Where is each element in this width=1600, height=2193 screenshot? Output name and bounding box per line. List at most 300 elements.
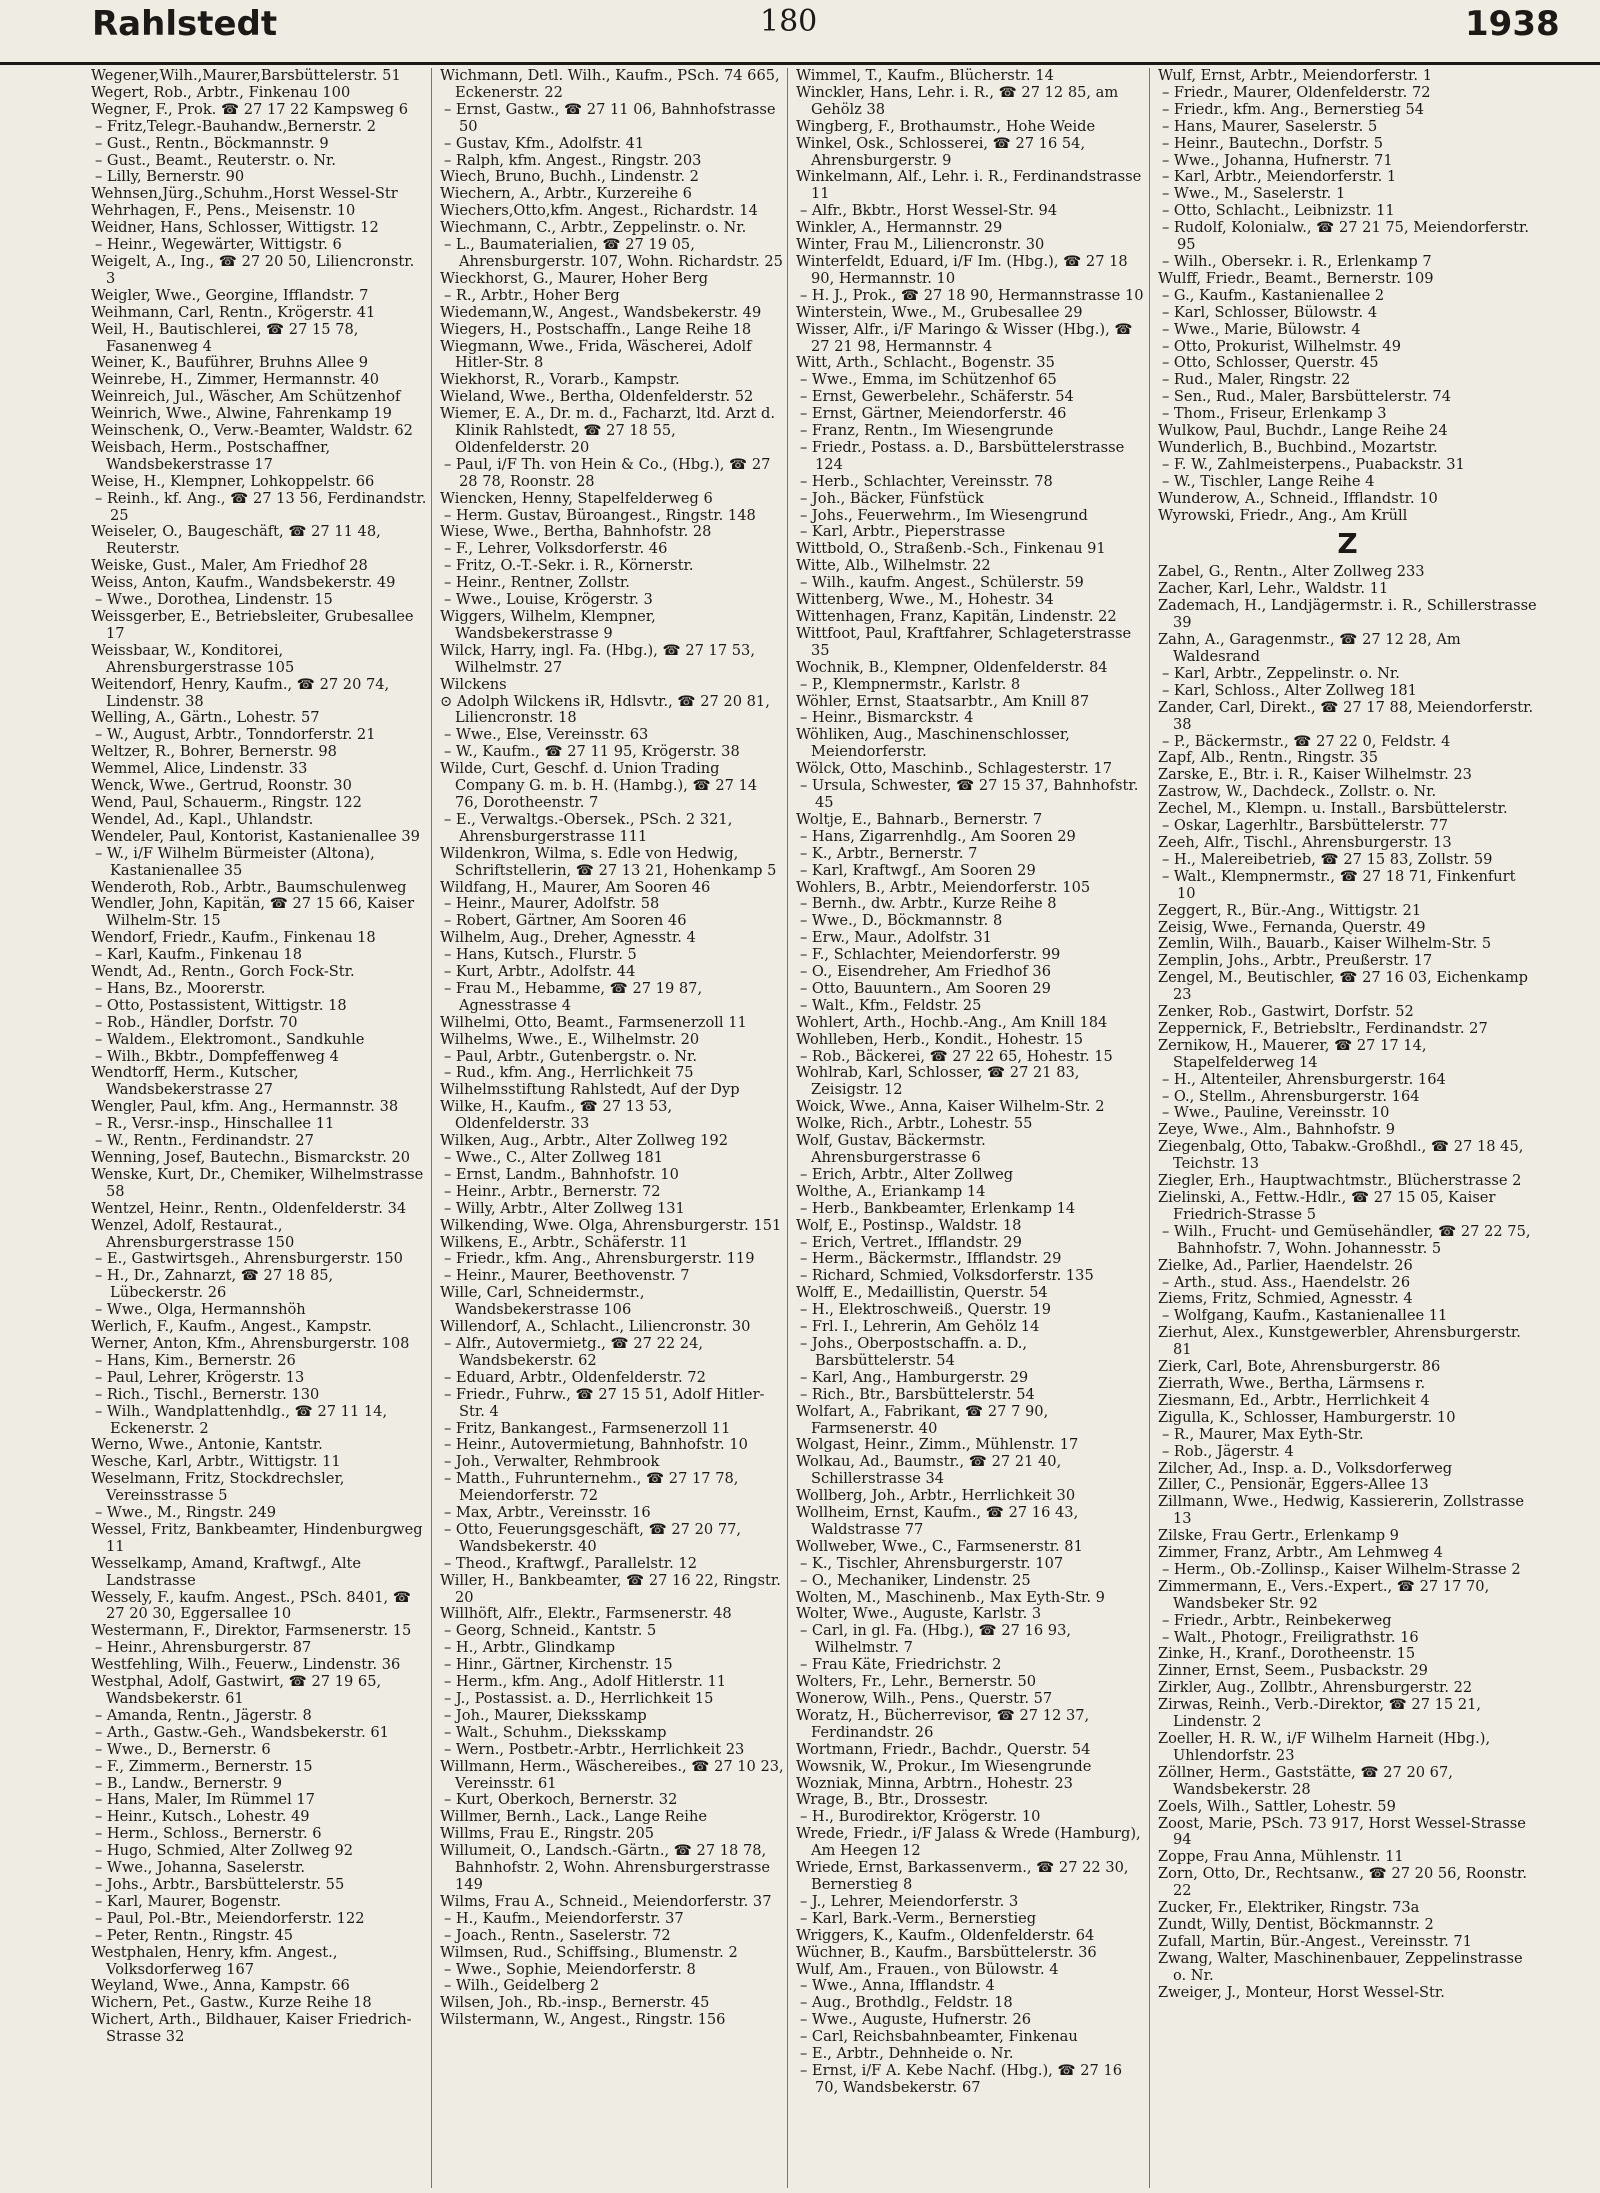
directory-entry: – Wwe., D., Böckmannstr. 8 [800, 912, 1003, 930]
directory-entry: Willmer, Bernh., Lack., Lange Reihe [440, 1808, 707, 1826]
directory-entry: Wiegers, H., Postschaffn., Lange Reihe 18 [440, 320, 752, 338]
directory-entry: – Karl, Arbtr., Pieperstrasse [800, 523, 1006, 541]
column-4 [1155, 68, 1540, 2188]
directory-entry: Wilde, Curt, Geschf. d. Union Trading Company G. m. b. H. (Hambg.), ☎ 27 14 76, Dorotheenstr. 7 [440, 760, 758, 811]
directory-entry: Weinreich, Jul., Wäscher, Am Schützenhof [91, 388, 401, 406]
directory-entry: Zemlin, Wilh., Bauarb., Kaiser Wilhelm-Str. 5 [1158, 935, 1492, 953]
directory-entry: Ziems, Fritz, Schmied, Agnesstr. 4 [1158, 1290, 1413, 1308]
directory-entry: Zimmer, Franz, Arbtr., Am Lehmweg 4 [1158, 1544, 1443, 1562]
directory-entry: – Wwe., M., Saselerstr. 1 [1162, 185, 1346, 203]
directory-entry: Weihmann, Carl, Rentn., Krögerstr. 41 [91, 303, 376, 321]
directory-entry: – Herm., Ob.-Zollinsp., Kaiser Wilhelm-Strasse 2 [1162, 1560, 1521, 1578]
directory-entry: Wieland, Wwe., Bertha, Oldenfelderstr. 52 [440, 388, 754, 406]
directory-entry: – Wwe., Else, Vereinsstr. 63 [444, 726, 649, 744]
directory-entry: – Rud., Maler, Ringstr. 22 [1162, 371, 1351, 389]
directory-entry: Westphalen, Henry, kfm. Angest., Volksdorferweg 167 [91, 1943, 338, 1978]
directory-entry: – Wwe., Pauline, Vereinsstr. 10 [1162, 1104, 1390, 1122]
directory-entry: – Ursula, Schwester, ☎ 27 15 37, Bahnhofstr. 45 [800, 777, 1139, 811]
directory-entry: – J., Lehrer, Meiendorferstr. 3 [800, 1892, 1019, 1910]
directory-entry: – Wwe., Louise, Krögerstr. 3 [444, 591, 653, 609]
directory-entry: – Lilly, Bernerstr. 90 [95, 168, 245, 186]
directory-entry: Westfehling, Wilh., Feuerw., Lindenstr. 36 [91, 1656, 401, 1674]
directory-entry: – Heinr., Maurer, Beethovenstr. 7 [444, 1267, 690, 1285]
directory-entry: – Robert, Gärtner, Am Sooren 46 [444, 912, 687, 930]
directory-entry: – Heinr., Ahrensburgerstr. 87 [95, 1639, 312, 1657]
directory-entry: Wilkens, E., Arbtr., Schäferstr. 11 [440, 1233, 689, 1251]
directory-entry: – Wwe., M., Ringstr. 249 [95, 1504, 277, 1522]
directory-entry: Zierhut, Alex., Kunstgewerbler, Ahrensburgerstr. 81 [1158, 1324, 1521, 1359]
directory-entry: – Joh., Verwalter, Rehmbrook [444, 1453, 660, 1471]
directory-entry: – Hans, Bz., Moorerstr. [95, 979, 266, 997]
directory-entry: – F., Schlachter, Meiendorferstr. 99 [800, 946, 1061, 964]
directory-entry: – Friedr., Postass. a. D., Barsbüttelerstrasse 124 [800, 438, 1125, 473]
directory-entry: Wingberg, F., Brothaumstr., Hohe Weide [796, 117, 1096, 135]
directory-entry: Wohlert, Arth., Hochb.-Ang., Am Knill 184 [796, 1013, 1108, 1031]
directory-entry: Winkel, Osk., Schlosserei, ☎ 27 16 54, Ahrensburgerstr. 9 [796, 134, 1086, 169]
directory-entry: – Joach., Rentn., Saselerstr. 72 [444, 1926, 671, 1944]
directory-entry: Zielinski, A., Fettw.-Hdlr., ☎ 27 15 05, Kaiser Friedrich-Strasse 5 [1158, 1189, 1496, 1223]
directory-entry: – Johs., Arbtr., Barsbüttelerstr. 55 [95, 1875, 345, 1893]
directory-entry: – Wern., Postbetr.-Arbtr., Herrlichkeit 23 [444, 1740, 745, 1758]
directory-entry: Wortmann, Friedr., Bachdr., Querstr. 54 [796, 1740, 1091, 1758]
directory-entry: – Walt., Photogr., Freiligrathstr. 16 [1162, 1628, 1419, 1646]
directory-entry: Weisbach, Herm., Postschaffner, Wandsbekerstrasse 17 [91, 438, 331, 473]
directory-entry: Zigulla, K., Schlosser, Hamburgerstr. 10 [1158, 1408, 1456, 1426]
directory-entry: – P., Bäckermstr., ☎ 27 22 0, Feldstr. 4 [1162, 732, 1451, 750]
directory-entry: – Aug., Brothdlg., Feldstr. 18 [800, 1994, 1013, 2012]
directory-entry: – W., i/F Wilhelm Bürmeister (Altona), Kastanienallee 35 [95, 844, 375, 879]
directory-entry: Wolf, Gustav, Bäckermstr. Ahrensburgerstrasse 6 [796, 1132, 986, 1166]
directory-entry: Wyrowski, Friedr., Ang., Am Krüll [1158, 506, 1408, 524]
directory-entry: Werlich, F., Kaufm., Angest., Kampstr. [91, 1318, 372, 1336]
directory-entry: – O., Stellm., Ahrensburgerstr. 164 [1162, 1087, 1420, 1105]
directory-entry: – Amanda, Rentn., Jägerstr. 8 [95, 1706, 312, 1724]
directory-entry: – Herb., Schlachter, Vereinsstr. 78 [800, 472, 1053, 490]
directory-entry: Zastrow, W., Dachdeck., Zollstr. o. Nr. [1158, 783, 1437, 801]
directory-entry: – Heinr., Bismarckstr. 4 [800, 709, 974, 727]
directory-entry: – Heinr., Wegewärter, Wittigstr. 6 [95, 236, 342, 254]
directory-entry: Weigler, Wwe., Georgine, Ifflandstr. 7 [91, 286, 369, 304]
directory-entry: Wenzel, Adolf, Restaurat., Ahrensburgerstrasse 150 [91, 1216, 295, 1251]
directory-entry: Wowsnik, W., Prokur., Im Wiesengrunde [796, 1757, 1092, 1775]
directory-entry: Werner, Anton, Kfm., Ahrensburgerstr. 108 [91, 1334, 410, 1352]
directory-entry: – Alfr., Bkbtr., Horst Wessel-Str. 94 [800, 202, 1058, 220]
directory-entry: – Paul, i/F Th. von Hein & Co., (Hbg.), ☎ 27 28 78, Roonstr. 28 [444, 455, 771, 490]
directory-entry: Wehnsen,Jürg.,Schuhm.,Horst Wessel-Str [91, 185, 398, 203]
directory-entry: – Theod., Kraftwgf., Parallelstr. 12 [444, 1554, 697, 1572]
directory-entry: – E., Gastwirtsgeh., Ahrensburgerstr. 150 [95, 1250, 403, 1268]
directory-entry: – Matth., Fuhrunternehm., ☎ 27 17 78, Meiendorferstr. 72 [444, 1470, 739, 1505]
directory-entry: – B., Landw., Bernerstr. 9 [95, 1774, 283, 1792]
directory-entry: – Peter, Rentn., Ringstr. 45 [95, 1926, 294, 1944]
directory-entry: Wille, Carl, Schneidermstr., Wandsbekerstrasse 106 [440, 1284, 645, 1319]
directory-entry: Willendorf, A., Schlacht., Liliencronstr. 30 [440, 1318, 751, 1336]
directory-entry: Wilmsen, Rud., Schiffsing., Blumenstr. 2 [440, 1943, 738, 1961]
directory-entry: Wiech, Bruno, Buchh., Lindenstr. 2 [440, 168, 699, 186]
directory-entry: – Wwe., Dorothea, Lindenstr. 15 [95, 591, 333, 609]
directory-entry: Wriede, Ernst, Barkassenverm., ☎ 27 22 30, Bernerstieg 8 [796, 1859, 1129, 1893]
directory-entry: – Otto, Schlosser, Querstr. 45 [1162, 354, 1379, 372]
directory-entry: Zacher, Karl, Lehr., Waldstr. 11 [1158, 580, 1389, 598]
directory-entry: Zeppernick, F., Betriebsltr., Ferdinandstr. 27 [1158, 1019, 1488, 1037]
directory-entry: Weise, H., Klempner, Lohkoppelstr. 66 [91, 472, 375, 490]
directory-entry: – W., Rentn., Ferdinandstr. 27 [95, 1132, 314, 1150]
directory-entry: Zarske, E., Btr. i. R., Kaiser Wilhelmstr. 23 [1158, 766, 1472, 784]
directory-entry: Winter, Frau M., Liliencronstr. 30 [796, 236, 1045, 254]
directory-entry: Wunderow, A., Schneid., Ifflandstr. 10 [1158, 489, 1438, 507]
directory-entry: Zemplin, Johs., Arbtr., Preußerstr. 17 [1158, 952, 1433, 970]
directory-entry: Wochnik, B., Klempner, Oldenfelderstr. 84 [796, 658, 1108, 676]
directory-entry: – Hinr., Gärtner, Kirchenstr. 15 [444, 1656, 673, 1674]
directory-entry: Zoeller, H. R. W., i/F Wilhelm Harneit (Hbg.), Uhlendorfstr. 23 [1158, 1730, 1491, 1764]
directory-entry: Wilhelmi, Otto, Beamt., Farmsenerzoll 11 [440, 1013, 747, 1031]
directory-entry: Zirkler, Aug., Zollbtr., Ahrensburgerstr. 22 [1158, 1679, 1473, 1697]
directory-entry: Wegert, Rob., Arbtr., Finkenau 100 [91, 83, 351, 101]
directory-entry: Wentzel, Heinr., Rentn., Oldenfelderstr. 34 [91, 1199, 407, 1217]
directory-entry: Wilken, Aug., Arbtr., Alter Zollweg 192 [440, 1132, 728, 1150]
directory-entry: Wittenberg, Wwe., M., Hohestr. 34 [796, 591, 1054, 609]
directory-entry: Wenderoth, Rob., Arbtr., Baumschulenweg [91, 878, 407, 896]
directory-entry: Weitendorf, Henry, Kaufm., ☎ 27 20 74, Lindenstr. 38 [91, 675, 390, 710]
directory-entry: Witt, Arth., Schlacht., Bogenstr. 35 [796, 354, 1055, 372]
year-label: 1938 [1465, 4, 1560, 44]
directory-entry: Weselmann, Fritz, Stockdrechsler, Vereinsstrasse 5 [91, 1470, 345, 1505]
directory-entry: – Wilh., Wandplattenhdlg., ☎ 27 11 14, Eckenerstr. 2 [95, 1402, 388, 1437]
directory-entry: – R., Arbtr., Hoher Berg [444, 286, 620, 304]
directory-entry: Wendel, Ad., Kapl., Uhlandstr. [91, 810, 314, 828]
directory-entry: – L., Baumaterialien, ☎ 27 19 05, Ahrensburgerstr. 107, Wohn. Richardstr. 25 [444, 236, 783, 270]
directory-entry: Woratz, H., Bücherrevisor, ☎ 27 12 37, Ferdinandstr. 26 [796, 1706, 1090, 1741]
directory-entry: Wegener,Wilh.,Maurer,Barsbüttelerstr. 51 [91, 68, 401, 84]
directory-entry: – H., Kaufm., Meiendorferstr. 37 [444, 1909, 684, 1927]
directory-entry: – Kurt, Oberkoch, Bernerstr. 32 [444, 1791, 678, 1809]
directory-entry: Wilhelm, Aug., Dreher, Agnesstr. 4 [440, 929, 696, 947]
directory-entry: – Reinh., kf. Ang., ☎ 27 13 56, Ferdinandstr. 25 [95, 489, 427, 524]
directory-entry: Wrede, Friedr., i/F Jalass & Wrede (Hamburg), Am Heegen 12 [796, 1825, 1141, 1860]
directory-entry: – Frau Käte, Friedrichstr. 2 [800, 1656, 1002, 1674]
directory-entry: – Carl, Reichsbahnbeamter, Finkenau [800, 2028, 1078, 2046]
directory-entry: Weidner, Hans, Schlosser, Wittigstr. 12 [91, 219, 379, 237]
directory-entry: Westermann, F., Direktor, Farmsenerstr. 15 [91, 1622, 412, 1640]
directory-entry: – Karl, Kaufm., Finkenau 18 [95, 946, 302, 964]
directory-entry: Wulf, Am., Frauen., von Bülowstr. 4 [796, 1960, 1059, 1978]
directory-entry: Wonerow, Wilh., Pens., Querstr. 57 [796, 1690, 1053, 1707]
directory-entry: – Ralph, kfm. Angest., Ringstr. 203 [444, 151, 702, 169]
directory-entry: – Herm., Schloss., Bernerstr. 6 [95, 1825, 322, 1843]
directory-entry: – Otto, Postassistent, Wittigstr. 18 [95, 996, 347, 1014]
directory-entry: – Waldem., Elektromont., Sandkuhle [95, 1030, 365, 1048]
directory-entry: – Hans, Kutsch., Flurstr. 5 [444, 946, 637, 964]
directory-entry: – F., Zimmerm., Bernerstr. 15 [95, 1757, 313, 1775]
directory-entry: Zufall, Martin, Bür.-Angest., Vereinsstr. 71 [1158, 1932, 1472, 1950]
directory-entry: – Wwe., Johanna, Saselerstr. [95, 1859, 305, 1877]
directory-entry: – Wwe., Anna, Ifflandstr. 4 [800, 1977, 995, 1995]
directory-entry: Wolgast, Heinr., Zimm., Mühlenstr. 17 [796, 1436, 1079, 1454]
directory-entry: Zengel, M., Beutischler, ☎ 27 16 03, Eichenkamp 23 [1158, 969, 1529, 1004]
directory-entry: Zilcher, Ad., Insp. a. D., Volksdorferweg [1158, 1459, 1453, 1477]
directory-entry: – Ernst, Gärtner, Meiendorferstr. 46 [800, 405, 1067, 423]
directory-entry: Welling, A., Gärtn., Lohestr. 57 [91, 709, 320, 727]
directory-entry: Wiechers,Otto,kfm. Angest., Richardstr. 14 [440, 202, 758, 220]
directory-entry: – Wwe., D., Bernerstr. 6 [95, 1740, 271, 1758]
directory-entry: Wesche, Karl, Arbtr., Wittigstr. 11 [91, 1453, 341, 1471]
directory-entry: – Herb., Bankbeamter, Erlenkamp 14 [800, 1199, 1076, 1217]
directory-entry: – Walt., Kfm., Feldstr. 25 [800, 996, 982, 1014]
district-title: Rahlstedt [92, 4, 278, 44]
directory-entry: Wolten, M., Maschinenb., Max Eyth-Str. 9 [796, 1588, 1105, 1606]
directory-entry: Wolke, Rich., Arbtr., Lohestr. 55 [796, 1115, 1033, 1133]
directory-entry: Weissbaar, W., Konditorei, Ahrensburgerstrasse 105 [91, 641, 295, 676]
directory-entry: – Paul, Arbtr., Gutenbergstr. o. Nr. [444, 1047, 698, 1065]
directory-entry: Wöhliken, Aug., Maschinenschlosser, Meiendorferstr. [796, 726, 1070, 761]
directory-entry: Wohlers, B., Arbtr., Meiendorferstr. 105 [796, 878, 1091, 896]
directory-entry: – Heinr., Maurer, Adolfstr. 58 [444, 895, 660, 913]
directory-entry: Zierk, Carl, Bote, Ahrensburgerstr. 86 [1158, 1358, 1441, 1376]
directory-entry: Wulff, Friedr., Beamt., Bernerstr. 109 [1158, 269, 1434, 287]
directory-entry: Zeisig, Wwe., Fernanda, Querstr. 49 [1158, 918, 1426, 936]
directory-entry: Wollheim, Ernst, Kaufm., ☎ 27 16 43, Waldstrasse 77 [796, 1504, 1079, 1538]
directory-entry: Zenker, Rob., Gastwirt, Dorfstr. 52 [1158, 1003, 1414, 1021]
directory-entry: Weissgerber, E., Betriebsleiter, Grubesallee 17 [91, 608, 414, 642]
directory-entry: Zander, Carl, Direkt., ☎ 27 17 88, Meiendorferstr. 38 [1158, 698, 1534, 733]
directory-entry: Wendeler, Paul, Kontorist, Kastanienallee 39 [91, 827, 420, 845]
directory-entry: Wilsen, Joh., Rb.-insp., Bernerstr. 45 [440, 1994, 710, 2012]
directory-entry: – Gust., Beamt., Reuterstr. o. Nr. [95, 151, 337, 169]
directory-entry: Wulkow, Paul, Buchdr., Lange Reihe 24 [1158, 422, 1448, 440]
directory-entry: – Heinr., Arbtr., Bernerstr. 72 [444, 1182, 661, 1200]
directory-entry: – Paul, Lehrer, Krögerstr. 13 [95, 1368, 305, 1386]
directory-entry: – K., Arbtr., Bernerstr. 7 [800, 844, 978, 862]
directory-entry: Zundt, Willy, Dentist, Böckmannstr. 2 [1158, 1915, 1434, 1933]
page-header [0, 0, 1600, 65]
column-2 [437, 68, 788, 2188]
directory-entry: Wendorf, Friedr., Kaufm., Finkenau 18 [91, 929, 376, 947]
directory-entry: Zirwas, Reinh., Verb.-Direktor, ☎ 27 15 21, Lindenstr. 2 [1158, 1696, 1482, 1731]
directory-entry: – Hans, Zigarrenhdlg., Am Sooren 29 [800, 827, 1076, 845]
directory-entry: – Wilh., Bkbtr., Dompfeffenweg 4 [95, 1047, 339, 1065]
directory-entry: Zierrath, Wwe., Bertha, Lärmsens r. [1158, 1374, 1426, 1392]
directory-entry: Wittfoot, Paul, Kraftfahrer, Schlageterstrasse 35 [796, 624, 1132, 659]
directory-entry: Wegner, F., Prok. ☎ 27 17 22 Kampsweg 6 [91, 100, 409, 118]
directory-entry: Wenske, Kurt, Dr., Chemiker, Wilhelmstrasse 58 [91, 1165, 424, 1200]
directory-entry: Wriggers, K., Kaufm., Oldenfelderstr. 64 [796, 1926, 1095, 1944]
directory-entry: – Hans, Maurer, Saselerstr. 5 [1162, 117, 1378, 135]
directory-entry: Woick, Wwe., Anna, Kaiser Wilhelm-Str. 2 [796, 1098, 1105, 1116]
directory-entry: Zechel, M., Klempn. u. Install., Barsbüttelerstr. [1158, 800, 1508, 818]
directory-entry: – Rob., Händler, Dorfstr. 70 [95, 1013, 298, 1031]
directory-entry: Wohlleben, Herb., Kondit., Hohestr. 15 [796, 1030, 1084, 1048]
directory-entry: Wessely, F., kaufm. Angest., PSch. 8401, ☎ 27 20 30, Eggersallee 10 [91, 1588, 411, 1623]
directory-entry: – W., Kaufm., ☎ 27 11 95, Krögerstr. 38 [444, 743, 740, 761]
directory-entry: Wohlrab, Karl, Schlosser, ☎ 27 21 83, Zeisigstr. 12 [796, 1064, 1080, 1099]
directory-entry: Wessel, Fritz, Bankbeamter, Hindenburgweg 11 [91, 1520, 423, 1555]
directory-entry: Wrage, B., Btr., Drossestr. [796, 1791, 989, 1809]
directory-entry: – H., Dr., Zahnarzt, ☎ 27 18 85, Lübeckerstr. 26 [95, 1267, 334, 1302]
directory-entry: – Eduard, Arbtr., Oldenfelderstr. 72 [444, 1368, 706, 1386]
directory-entry: Winterstein, Wwe., M., Grubesallee 29 [796, 303, 1083, 321]
directory-entry: Weinrich, Wwe., Alwine, Fahrenkamp 19 [91, 405, 392, 423]
directory-entry: – Hugo, Schmied, Alter Zollweg 92 [95, 1842, 354, 1860]
directory-entry: Wieckhorst, G., Maurer, Hoher Berg [440, 269, 709, 287]
directory-entry: Wüchner, B., Kaufm., Barsbüttelerstr. 36 [796, 1943, 1097, 1961]
directory-entry: – Otto, Schlacht., Leibnizstr. 11 [1162, 202, 1395, 220]
directory-entry: – Wilh., Geidelberg 2 [444, 1977, 600, 1995]
directory-entry: Wöhler, Ernst, Staatsarbtr., Am Knill 87 [796, 692, 1090, 710]
directory-entry: Zillmann, Wwe., Hedwig, Kassiererin, Zollstrasse 13 [1158, 1493, 1525, 1528]
directory-entry: Wenck, Wwe., Gertrud, Roonstr. 30 [91, 777, 352, 795]
directory-entry: – W., Tischler, Lange Reihe 4 [1162, 472, 1375, 490]
column-3 [793, 68, 1150, 2188]
directory-entry: Wolthe, A., Eriankamp 14 [796, 1182, 986, 1200]
directory-entry: – R., Versr.-insp., Hinschallee 11 [95, 1115, 335, 1133]
directory-entry: Winterfeldt, Eduard, i/F Im. (Hbg.), ☎ 27 18 90, Hermannstr. 10 [796, 252, 1128, 287]
directory-entry: Wiedemann,W., Angest., Wandsbekerstr. 49 [440, 303, 762, 321]
directory-entry: Witte, Alb., Wilhelmstr. 22 [796, 557, 991, 575]
directory-entry: – W., August, Arbtr., Tonndorferstr. 21 [95, 726, 376, 744]
directory-entry: – Alfr., Autovermietg., ☎ 27 22 24, Wandsbekerstr. 62 [444, 1334, 703, 1369]
directory-entry: – Heinr., Bautechn., Dorfstr. 5 [1162, 134, 1384, 152]
directory-entry: Weiss, Anton, Kaufm., Wandsbekerstr. 49 [91, 574, 396, 592]
directory-entry: Wilckens [440, 675, 507, 693]
directory-entry: Zöllner, Herm., Gaststätte, ☎ 27 20 67, Wandsbekerstr. 28 [1158, 1763, 1453, 1798]
directory-entry: – Ernst, i/F A. Kebe Nachf. (Hbg.), ☎ 27 16 70, Wandsbekerstr. 67 [800, 2061, 1123, 2096]
directory-entry: – Kurt, Arbtr., Adolfstr. 44 [444, 963, 636, 981]
directory-entry: – Heinr., Kutsch., Lohestr. 49 [95, 1808, 310, 1826]
directory-entry: Weinrebe, H., Zimmer, Hermannstr. 40 [91, 371, 380, 389]
directory-entry: – Erich, Arbtr., Alter Zollweg [800, 1165, 1014, 1183]
column-1 [88, 68, 432, 2188]
directory-entry: Wolter, Wwe., Auguste, Karlstr. 3 [796, 1605, 1042, 1623]
directory-entry: – J., Postassist. a. D., Herrlichkeit 15 [444, 1690, 714, 1707]
directory-entry: Wollweber, Wwe., C., Farmsenerstr. 81 [796, 1537, 1083, 1555]
directory-entry: – Gust., Rentn., Böckmannstr. 9 [95, 134, 329, 152]
directory-entry: – Erich, Vertret., Ifflandstr. 29 [800, 1233, 1022, 1251]
directory-entry: – Karl, Bark.-Verm., Bernerstieg [800, 1909, 1037, 1927]
directory-entry: Zahn, A., Garagenmstr., ☎ 27 12 28, Am Waldesrand [1158, 631, 1461, 665]
directory-entry: Werno, Wwe., Antonie, Kantstr. [91, 1436, 323, 1454]
directory-entry: Wemmel, Alice, Lindenstr. 33 [91, 760, 308, 778]
directory-entry: – Hans, Kim., Bernerstr. 26 [95, 1351, 296, 1369]
directory-entry: – Herm. Gustav, Büroangest., Ringstr. 148 [444, 506, 756, 524]
directory-entry: Wolff, E., Medaillistin, Querstr. 54 [796, 1284, 1048, 1302]
directory-entry: Wilms, Frau A., Schneid., Meiendorferstr. 37 [440, 1892, 772, 1910]
directory-entry: Wichmann, Detl. Wilh., Kaufm., PSch. 74 665, Eckenerstr. 22 [440, 68, 780, 101]
directory-entry: – Fritz, O.-T.-Sekr. i. R., Körnerstr. [444, 557, 694, 575]
directory-entry: Zademach, H., Landjägermstr. i. R., Schillerstrasse 39 [1158, 597, 1537, 632]
directory-entry: Ziesmann, Ed., Arbtr., Herrlichkeit 4 [1158, 1391, 1430, 1409]
directory-entry: – Frau M., Hebamme, ☎ 27 19 87, Agnesstrasse 4 [444, 979, 703, 1014]
directory-entry: Willmann, Herm., Wäschereibes., ☎ 27 10 23, Vereinsstr. 61 [440, 1757, 784, 1792]
directory-entry: – Georg, Schneid., Kantstr. 5 [444, 1622, 657, 1640]
directory-entry: – E., Verwaltgs.-Obersek., PSch. 2 321, Ahrensburgerstrasse 111 [444, 810, 733, 845]
directory-entry: Zeeh, Alfr., Tischl., Ahrensburgerstr. 13 [1158, 833, 1452, 851]
directory-entry: – H., Elektroschweiß., Querstr. 19 [800, 1301, 1052, 1319]
directory-entry: Weil, H., Bautischlerei, ☎ 27 15 78, Fasanenweg 4 [91, 320, 359, 355]
directory-entry: Zoppe, Frau Anna, Mühlenstr. 11 [1158, 1848, 1404, 1866]
directory-entry: – Frl. I., Lehrerin, Am Gehölz 14 [800, 1318, 1040, 1336]
directory-entry: – Ernst, Landm., Bahnhofstr. 10 [444, 1165, 679, 1183]
directory-entry: – Wwe., Olga, Hermannshöh [95, 1301, 306, 1319]
directory-entry: – Fritz,Telegr.-Bauhandw.,Bernerstr. 2 [95, 117, 377, 135]
directory-entry: – Rob., Bäckerei, ☎ 27 22 65, Hohestr. 15 [800, 1047, 1113, 1065]
directory-entry: Wiechern, A., Arbtr., Kurzereihe 6 [440, 185, 692, 203]
directory-entry: – Gustav, Kfm., Adolfstr. 41 [444, 134, 645, 152]
directory-entry: Willms, Frau E., Ringstr. 205 [440, 1825, 655, 1843]
directory-entry: Wilhelmsstiftung Rahlstedt, Auf der Dyp [440, 1081, 740, 1099]
directory-entry: Wehrhagen, F., Pens., Meisenstr. 10 [91, 202, 356, 220]
directory-entry: – H. J., Prok., ☎ 27 18 90, Hermannstrasse 10 [800, 286, 1144, 304]
directory-entry: – Sen., Rud., Maler, Barsbüttelerstr. 74 [1162, 388, 1451, 406]
directory-entry: Wisser, Alfr., i/F Maringo & Wisser (Hbg.), ☎ 27 21 98, Hermannstr. 4 [796, 320, 1133, 355]
directory-entry: Wendler, John, Kapitän, ☎ 27 15 66, Kaiser Wilhelm-Str. 15 [91, 895, 415, 930]
directory-entry: – Rob., Jägerstr. 4 [1162, 1442, 1294, 1460]
directory-entry: Wiese, Wwe., Bertha, Bahnhofstr. 28 [440, 523, 712, 541]
directory-entry: Wittenhagen, Franz, Kapitän, Lindenstr. 22 [796, 608, 1117, 625]
directory-entry: Wimmel, T., Kaufm., Blücherstr. 14 [796, 68, 1054, 84]
directory-entry: Westphal, Adolf, Gastwirt, ☎ 27 19 65, Wandsbekerstr. 61 [91, 1673, 382, 1707]
directory-entry: – Bernh., dw. Arbtr., Kurze Reihe 8 [800, 895, 1057, 913]
directory-entry: – Karl, Kraftwgf., Am Sooren 29 [800, 861, 1036, 879]
directory-entry: Willer, H., Bankbeamter, ☎ 27 16 22, Ringstr. 20 [440, 1571, 781, 1606]
directory-entry: – O., Mechaniker, Lindenstr. 25 [800, 1571, 1031, 1589]
directory-entry: Zoost, Marie, PSch. 73 917, Horst Wessel-Strasse 94 [1158, 1814, 1526, 1849]
directory-entry: Wichert, Arth., Bildhauer, Kaiser Friedrich-Strasse 32 [91, 2011, 412, 2046]
directory-entry: Wend, Paul, Schauerm., Ringstr. 122 [91, 793, 362, 811]
directory-entry: – Otto, Feuerungsgeschäft, ☎ 27 20 77, Wandsbekerstr. 40 [444, 1520, 742, 1555]
section-letter: Z [1337, 527, 1358, 561]
directory-entry: Wilhelms, Wwe., E., Wilhelmstr. 20 [440, 1030, 700, 1048]
directory-entry: Wilke, H., Kaufm., ☎ 27 13 53, Oldenfelderstr. 33 [440, 1098, 673, 1133]
directory-entry: Wittbold, O., Straßenb.-Sch., Finkenau 91 [796, 540, 1106, 558]
directory-entry: – Rich., Tischl., Bernerstr. 130 [95, 1385, 320, 1403]
directory-entry: – Joh., Bäcker, Fünfstück [800, 489, 984, 507]
directory-entry: Weiseler, O., Baugeschäft, ☎ 27 11 48, Reuterstr. [91, 523, 381, 558]
directory-entry: – Friedr., kfm. Ang., Bernerstieg 54 [1162, 100, 1425, 118]
directory-entry: – H., Burodirektor, Krögerstr. 10 [800, 1808, 1041, 1826]
directory-entry: Zinke, H., Kranf., Dorotheenstr. 15 [1158, 1645, 1416, 1663]
directory-entry: – G., Kaufm., Kastanienallee 2 [1162, 286, 1385, 304]
directory-entry: – Wolfgang, Kaufm., Kastanienallee 11 [1162, 1307, 1448, 1325]
directory-entry: Zweiger, J., Monteur, Horst Wessel-Str. [1158, 1983, 1445, 2001]
directory-entry: – Karl, Arbtr., Meiendorferstr. 1 [1162, 168, 1397, 186]
directory-entry: – Wwe., Emma, im Schützenhof 65 [800, 371, 1057, 389]
directory-entry: Wiencken, Henny, Stapelfelderweg 6 [440, 489, 713, 507]
directory-entry: Weigelt, A., Ing., ☎ 27 20 50, Liliencronstr. 3 [91, 252, 415, 287]
directory-entry: Ziegler, Erh., Hauptwachtmstr., Blücherstrasse 2 [1158, 1172, 1522, 1190]
directory-entry: Woltje, E., Bahnarb., Bernerstr. 7 [796, 810, 1043, 828]
directory-entry: – Willy, Arbtr., Alter Zollweg 131 [444, 1199, 685, 1217]
directory-entry: Zapf, Alb., Rentn., Ringstr. 35 [1158, 749, 1378, 767]
directory-entry: Zorn, Otto, Dr., Rechtsanw., ☎ 27 20 56, Roonstr. 22 [1158, 1865, 1528, 1900]
directory-entry: – Wwe., Marie, Bülowstr. 4 [1162, 320, 1361, 338]
directory-entry: – Karl, Arbtr., Zeppelinstr. o. Nr. [1162, 664, 1400, 682]
directory-entry: Wiechmann, C., Arbtr., Zeppelinstr. o. Nr. [440, 219, 747, 237]
directory-entry: Weiske, Gust., Maler, Am Friedhof 28 [91, 557, 368, 575]
directory-entry: Wilstermann, W., Angest., Ringstr. 156 [440, 2011, 726, 2029]
directory-entry: Weyland, Wwe., Anna, Kampstr. 66 [91, 1977, 350, 1995]
page-number: 180 [760, 4, 818, 39]
directory-entry: Willhöft, Alfr., Elektr., Farmsenerstr. 48 [440, 1605, 732, 1623]
directory-entry: Zilske, Frau Gertr., Erlenkamp 9 [1158, 1527, 1399, 1545]
directory-entry: Zernikow, H., Mauerer, ☎ 27 17 14, Stapelfelderweg 14 [1158, 1036, 1427, 1071]
directory-entry: – Wwe., Auguste, Hufnerstr. 26 [800, 2011, 1032, 2029]
directory-entry: – K., Tischler, Ahrensburgerstr. 107 [800, 1554, 1064, 1572]
directory-entry: Weiner, K., Bauführer, Bruhns Allee 9 [91, 354, 369, 372]
directory-entry: – Wwe., Johanna, Hufnerstr. 71 [1162, 151, 1393, 169]
directory-entry: – H., Arbtr., Glindkamp [444, 1639, 616, 1657]
directory-entry: – Otto, Prokurist, Wilhelmstr. 49 [1162, 337, 1401, 355]
directory-entry: Wilkending, Wwe. Olga, Ahrensburgerstr. 151 [440, 1216, 782, 1234]
